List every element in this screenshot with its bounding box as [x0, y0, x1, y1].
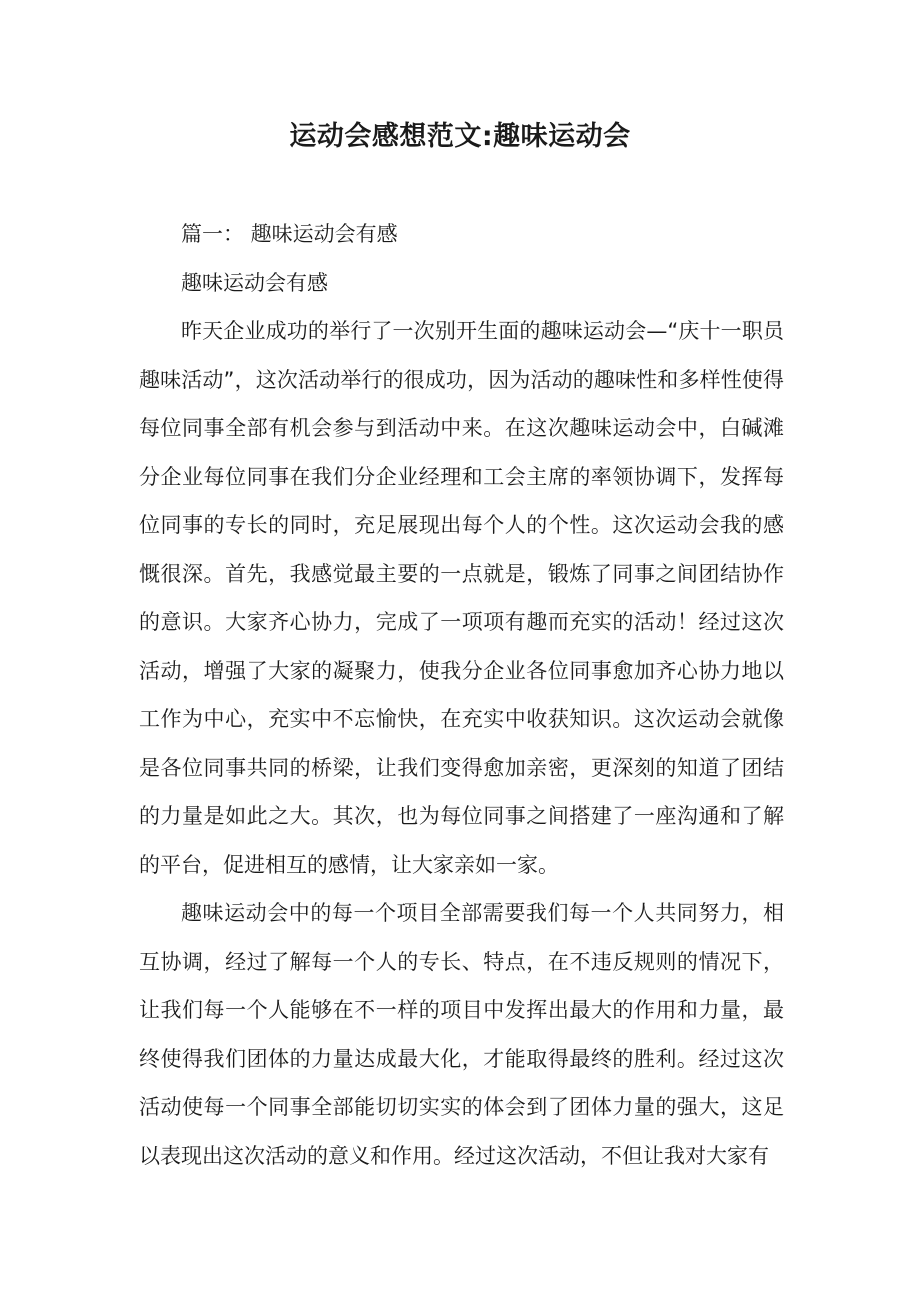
document-body — [139, 210, 784, 1180]
section-heading: 篇一： 趣味运动会有感 — [181, 222, 398, 246]
document-title: 运动会感想范文:趣味运动会 — [289, 121, 631, 152]
subheading: 趣味运动会有感 — [181, 270, 328, 295]
body-paragraph: 昨天企业成功的举行了一次别开生面的趣味运动会—“庆十一职员趣味活动”，这次活动举行的很成功，因为活动的趣味性和多样性使得每位同事全部有机会参与到活动中来。在这次趣味运动会中，白碱滩分企业每位同事在我们分企业经理和工会主席的率领协调下，发挥每位同事的专长的同时，充足展现出每个人的个性。这次运动会我的感慨很深。首先，我感觉最主要的一点就是，锻炼了同事之间团结协作的意识。大家齐心协力，完成了一项项有趣而充实的活动！经过这次活动，增强了大家的凝聚力，使我分企业各位同事愈加齐心协力地以工作为中心，充实中不忘愉快，在充实中收获知识。这次运动会就像是各位同事共同的桥梁，让我们变得愈加亲密，更深刻的知道了团结的力量是如此之大。其次，也为每位同事之间搭建了一座沟通和了解的平台，促进相互的感情，让大家亲如一家。 — [139, 319, 784, 877]
body-paragraph: 趣味运动会中的每一个项目全部需要我们每一个人共同努力，相互协调，经过了解每一个人的专长、特点，在不违反规则的情况下，让我们每一个人能够在不一样的项目中发挥出最大的作用和力量，最终使得我们团体的力量达成最大化，才能取得最终的胜利。经过这次活动使每一个同事全部能切切实实的体会到了团体力量的强大，这足以表现出这次活动的意义和作用。经过这次活动，不但让我对大家有 — [139, 901, 784, 1168]
